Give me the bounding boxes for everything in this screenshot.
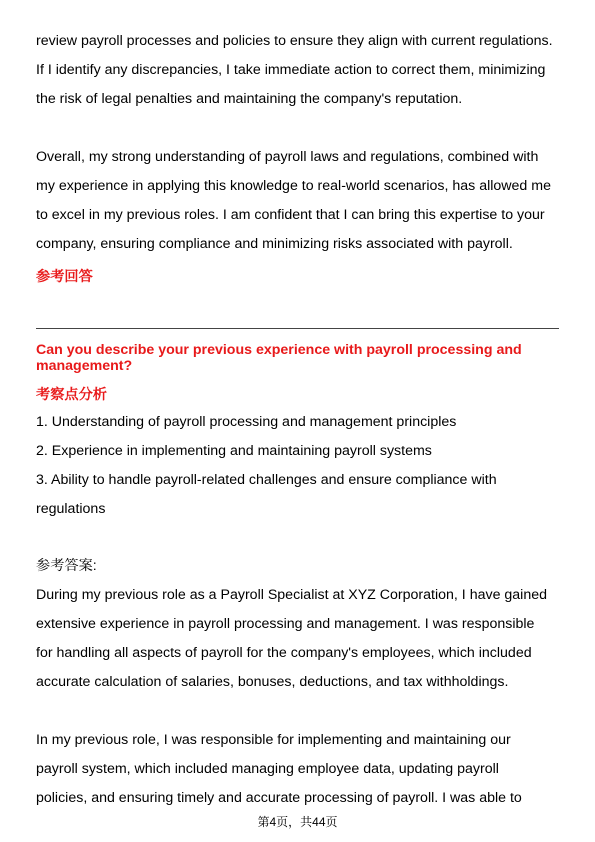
question-title-line: Can you describe your previous experience with payroll processing and (36, 342, 522, 358)
page-number-footer: 第4页，共44页 (257, 815, 338, 829)
answer-line: for handling all aspects of payroll for the company's employees, which included (36, 645, 532, 661)
answer-line: During my previous role as a Payroll Specialist at XYZ Corporation, I have gained (36, 587, 547, 603)
section-divider (36, 328, 559, 329)
answer-line: policies, and ensuring timely and accurate processing of payroll. I was able to (36, 790, 522, 806)
answer-line: payroll system, which included managing employee data, updating payroll (36, 761, 499, 777)
paragraph-line: If I identify any discrepancies, I take immediate action to correct them, minimizing (36, 62, 546, 78)
reference-answer-heading: 参考回答 (36, 269, 93, 285)
paragraph-line: company, ensuring compliance and minimizing risks associated with payroll. (36, 236, 513, 252)
paragraph-line: my experience in applying this knowledge to real-world scenarios, has allowed me (36, 178, 551, 194)
analysis-point: 1. Understanding of payroll processing and management principles (36, 414, 457, 430)
analysis-point: regulations (36, 501, 106, 517)
answer-line: In my previous role, I was responsible for implementing and maintaining our (36, 732, 511, 748)
analysis-point: 3. Ability to handle payroll-related challenges and ensure compliance with (36, 472, 497, 488)
paragraph-line: to excel in my previous roles. I am confident that I can bring this expertise to your (36, 207, 545, 223)
paragraph-line: the risk of legal penalties and maintaining the company's reputation. (36, 91, 463, 107)
paragraph-line: Overall, my strong understanding of payroll laws and regulations, combined with (36, 149, 539, 165)
answer-label: 参考答案: (36, 558, 97, 574)
question-title-line: management? (36, 358, 133, 374)
answer-line: extensive experience in payroll processing and management. I was responsible (36, 616, 535, 632)
answer-line: accurate calculation of salaries, bonuses, deductions, and tax withholdings. (36, 674, 509, 690)
analysis-point: 2. Experience in implementing and maintaining payroll systems (36, 443, 432, 459)
analysis-heading: 考察点分析 (36, 387, 107, 403)
paragraph-line: review payroll processes and policies to ensure they align with current regulations. (36, 33, 553, 49)
